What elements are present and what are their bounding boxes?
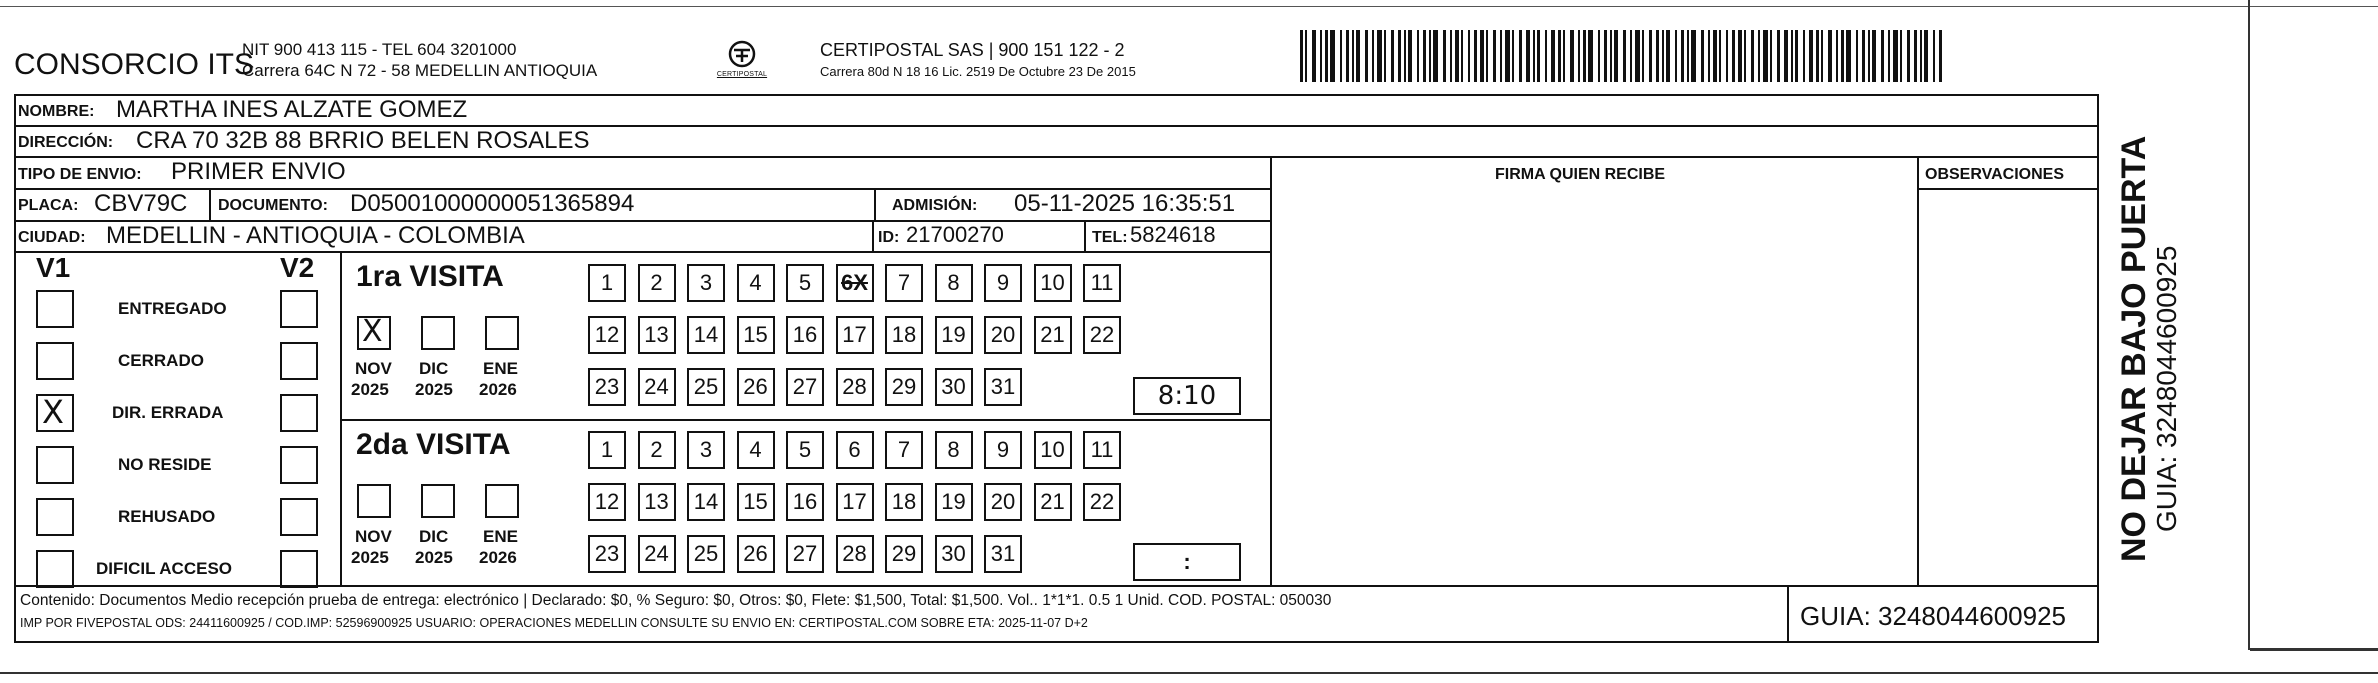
day-box[interactable]	[786, 483, 824, 521]
day-number: 24	[644, 374, 669, 399]
day-box[interactable]	[638, 431, 676, 469]
ciudad-label: CIUDAD:	[18, 229, 86, 246]
day-box[interactable]	[1083, 316, 1121, 354]
day-box[interactable]	[737, 264, 775, 302]
placa-value: CBV79C	[94, 190, 188, 217]
day-box[interactable]	[935, 264, 973, 302]
month-label: NOV	[355, 359, 392, 378]
day-box[interactable]	[885, 431, 923, 469]
visit-left-border	[340, 251, 342, 586]
day-number: 6X	[841, 270, 868, 295]
id-label: ID:	[878, 229, 900, 246]
month-checkbox[interactable]	[357, 316, 391, 350]
day-box[interactable]	[588, 368, 626, 406]
day-number: 15	[743, 322, 768, 347]
day-number: 25	[693, 541, 719, 566]
firma-left-border	[1270, 156, 1272, 586]
status-v1-checkbox[interactable]	[36, 446, 74, 484]
guia-box-divider	[1787, 585, 1789, 642]
day-number: 14	[693, 489, 719, 514]
day-box[interactable]	[836, 431, 874, 469]
day-box[interactable]	[1083, 431, 1121, 469]
day-number: 29	[891, 541, 917, 566]
firma-label: FIRMA QUIEN RECIBE	[1495, 166, 1666, 183]
day-number: 7	[897, 270, 911, 295]
status-v2-checkbox[interactable]	[280, 446, 318, 484]
month-label: DIC	[419, 527, 449, 546]
contenido-line: Contenido: Documentos Medio recepción prueba de entrega: electrónico | Declarado: $0, % Seguro: $0, Otros: $0, Flete: $1,500, Total: $1,500. Vol.. 1*1*1. 0.5 1 Unid. COD. POSTAL: 050030	[20, 592, 1332, 609]
day-box[interactable]	[935, 316, 973, 354]
day-box[interactable]	[935, 431, 973, 469]
day-number: 22	[1089, 322, 1115, 347]
month-checkbox[interactable]	[485, 484, 519, 518]
day-box[interactable]	[638, 264, 676, 302]
day-number: 1	[600, 437, 614, 462]
day-box[interactable]	[1034, 431, 1072, 469]
tel-divider	[1084, 220, 1086, 252]
scan-edge-top	[0, 6, 2378, 7]
day-number: 9	[996, 270, 1010, 295]
day-number: 30	[941, 374, 966, 399]
second-visit-title: 2da VISITA	[356, 428, 511, 461]
year-label: 2026	[479, 380, 517, 399]
row-line-3b	[1917, 188, 2099, 190]
status-v2-checkbox[interactable]	[280, 342, 318, 380]
tipo-envio-value: PRIMER ENVIO	[171, 158, 346, 185]
imp-line: IMP POR FIVEPOSTAL ODS: 24411600925 / COD.IMP: 52596900925 USUARIO: OPERACIONES MEDELLIN CONSULTE SU ENVIO EN: CERTIPOSTAL.COM SOBRE ETA: 2025-11-07 D+2	[20, 616, 1088, 630]
v1-label: V1	[36, 252, 71, 283]
day-box[interactable]	[638, 483, 676, 521]
day-box[interactable]	[935, 483, 973, 521]
day-number: 12	[594, 489, 620, 514]
day-number: 18	[891, 322, 917, 347]
guia-box-text: GUIA: 3248044600925	[1800, 601, 2066, 631]
day-box[interactable]	[588, 483, 626, 521]
visit-divider	[340, 419, 1270, 421]
day-number: 8	[947, 270, 960, 295]
day-box[interactable]	[786, 368, 824, 406]
day-box[interactable]	[1083, 264, 1121, 302]
day-number: 2	[650, 270, 663, 295]
documento-value: D05001000000051365894	[350, 190, 635, 217]
scan-edge-right-stub	[2250, 648, 2378, 651]
month-checkbox[interactable]	[421, 484, 455, 518]
day-box[interactable]	[984, 264, 1022, 302]
day-number: 25	[693, 374, 719, 399]
placa-divider	[209, 188, 211, 220]
day-number: 31	[990, 374, 1016, 399]
status-label: CERRADO	[118, 351, 204, 370]
day-box[interactable]	[737, 483, 775, 521]
month-label: ENE	[483, 527, 518, 546]
day-box[interactable]	[1034, 316, 1072, 354]
placa-label: PLACA:	[18, 197, 79, 214]
status-v1-checkbox[interactable]	[36, 290, 74, 328]
day-box[interactable]	[1034, 264, 1072, 302]
year-label: 2025	[351, 380, 389, 399]
day-number: 8	[947, 437, 960, 462]
day-box[interactable]	[1083, 483, 1121, 521]
nombre-label: NOMBRE:	[18, 103, 95, 120]
year-label: 2025	[351, 548, 389, 567]
day-box[interactable]	[737, 431, 775, 469]
day-number: 10	[1040, 270, 1065, 295]
day-box[interactable]	[885, 483, 923, 521]
day-number: 28	[842, 374, 867, 399]
month-label: NOV	[355, 527, 392, 546]
day-box[interactable]	[786, 264, 824, 302]
day-number: 14	[693, 322, 719, 347]
day-number: 22	[1089, 489, 1115, 514]
day-number: 19	[941, 322, 966, 347]
day-box[interactable]	[935, 368, 973, 406]
day-box[interactable]	[836, 535, 874, 573]
day-number: 10	[1040, 437, 1065, 462]
status-v2-checkbox[interactable]	[280, 498, 318, 536]
first-visit-time-value: 8:10	[1157, 381, 1217, 411]
day-box[interactable]	[984, 368, 1022, 406]
day-box[interactable]	[984, 535, 1022, 573]
day-box[interactable]	[885, 535, 923, 573]
form-right-border	[2097, 94, 2099, 643]
day-number: 20	[990, 322, 1016, 347]
check-mark: X	[362, 314, 383, 349]
day-number: 27	[792, 541, 818, 566]
status-label: NO RESIDE	[118, 455, 212, 474]
day-number: 27	[792, 374, 818, 399]
certipostal-logo-text: CERTIPOSTAL	[716, 71, 768, 78]
day-box[interactable]	[588, 431, 626, 469]
status-label: REHUSADO	[118, 507, 216, 526]
day-box[interactable]	[984, 316, 1022, 354]
day-box[interactable]	[687, 483, 725, 521]
day-number: 18	[891, 489, 917, 514]
direccion-label: DIRECCIÓN:	[18, 134, 114, 151]
day-number: 7	[897, 437, 911, 462]
day-number: 16	[792, 489, 818, 514]
side-guia: GUIA: 3248044600925	[2151, 245, 2182, 532]
day-number: 3	[699, 270, 713, 295]
scan-edge-right	[2248, 0, 2250, 650]
day-box[interactable]	[737, 316, 775, 354]
admision-label: ADMISIÓN:	[892, 197, 978, 214]
day-number: 21	[1040, 322, 1065, 347]
day-box[interactable]	[687, 431, 725, 469]
day-box[interactable]	[638, 368, 676, 406]
id-value: 21700270	[906, 222, 1004, 247]
year-label: 2025	[415, 548, 453, 567]
status-label: ENTREGADO	[118, 299, 227, 318]
day-number: 30	[941, 541, 966, 566]
month-label: ENE	[483, 359, 518, 378]
day-number: 9	[996, 437, 1010, 462]
day-number: 5	[798, 437, 812, 462]
status-v1-checkbox[interactable]	[36, 394, 74, 432]
day-number: 20	[990, 489, 1016, 514]
month-label: DIC	[419, 359, 449, 378]
v2-label: V2	[280, 252, 315, 283]
day-box[interactable]	[836, 264, 874, 302]
day-number: 23	[594, 541, 620, 566]
day-box[interactable]	[836, 316, 874, 354]
day-box[interactable]	[836, 483, 874, 521]
barcode	[1300, 30, 1945, 82]
status-v2-checkbox[interactable]	[280, 290, 318, 328]
id-divider	[872, 220, 874, 252]
day-number: 29	[891, 374, 917, 399]
tel-value: 5824618	[1130, 222, 1216, 247]
day-number: 16	[792, 322, 818, 347]
day-number: 13	[644, 489, 669, 514]
day-number: 2	[650, 437, 663, 462]
day-number: 19	[941, 489, 966, 514]
day-number: 4	[749, 270, 762, 295]
day-number: 15	[743, 489, 768, 514]
day-box[interactable]	[984, 483, 1022, 521]
company-address: Carrera 64C N 72 - 58 MEDELLIN ANTIOQUIA	[242, 61, 598, 80]
day-number: 26	[743, 374, 768, 399]
admision-divider	[874, 188, 876, 220]
tipo-envio-label: TIPO DE ENVIO:	[18, 166, 142, 183]
day-box[interactable]	[588, 535, 626, 573]
first-visit-title: 1ra VISITA	[356, 260, 504, 293]
status-v1-checkbox[interactable]	[36, 498, 74, 536]
day-box[interactable]	[935, 535, 973, 573]
documento-label: DOCUMENTO:	[218, 197, 328, 214]
no-dejar-bajo-puerta: NO DEJAR BAJO PUERTA	[2115, 135, 2153, 562]
scan-edge-bottom	[0, 672, 2378, 674]
day-box[interactable]	[638, 535, 676, 573]
certipostal-logo	[712, 38, 772, 88]
month-checkbox[interactable]	[357, 484, 391, 518]
status-label: DIFICIL ACCESO	[96, 559, 233, 578]
day-box[interactable]	[638, 316, 676, 354]
certipostal-address: Carrera 80d N 18 16 Lic. 2519 De Octubre 23 De 2015	[820, 64, 1136, 79]
row-line-5	[14, 251, 1271, 253]
day-number: 31	[990, 541, 1016, 566]
day-box[interactable]	[588, 264, 626, 302]
check-mark: X	[42, 393, 64, 431]
day-box[interactable]	[984, 431, 1022, 469]
direccion-value: CRA 70 32B 88 BRRIO BELEN ROSALES	[136, 127, 590, 154]
form-left-border	[14, 94, 16, 643]
status-v2-checkbox[interactable]	[280, 394, 318, 432]
day-number: 5	[798, 270, 812, 295]
day-number: 28	[842, 541, 867, 566]
day-number: 17	[842, 489, 867, 514]
day-number: 13	[644, 322, 669, 347]
first-visit-time-box[interactable]	[1133, 377, 1241, 415]
day-box[interactable]	[786, 535, 824, 573]
day-box[interactable]	[885, 316, 923, 354]
observaciones-label: OBSERVACIONES	[1925, 166, 2064, 183]
day-box[interactable]	[737, 535, 775, 573]
day-number: 24	[644, 541, 669, 566]
second-visit-time-value: :	[1183, 549, 1191, 574]
status-v1-checkbox[interactable]	[36, 342, 74, 380]
day-number: 1	[600, 270, 614, 295]
second-visit-time-box[interactable]	[1133, 543, 1241, 581]
tel-label: TEL:	[1092, 229, 1128, 246]
day-box[interactable]	[687, 316, 725, 354]
day-number: 23	[594, 374, 620, 399]
day-number: 4	[749, 437, 762, 462]
year-label: 2025	[415, 380, 453, 399]
month-checkbox[interactable]	[421, 316, 455, 350]
nit-line: NIT 900 413 115 - TEL 604 3201000	[242, 40, 517, 59]
day-number: 21	[1040, 489, 1065, 514]
day-box[interactable]	[687, 368, 725, 406]
day-box[interactable]	[786, 316, 824, 354]
day-number: 3	[699, 437, 713, 462]
day-number: 6	[848, 437, 861, 462]
day-number: 12	[594, 322, 620, 347]
certipostal-line: CERTIPOSTAL SAS | 900 151 122 - 2	[820, 40, 1125, 60]
day-box[interactable]	[1034, 483, 1072, 521]
status-v1-checkbox[interactable]	[36, 550, 74, 588]
day-box[interactable]	[737, 368, 775, 406]
admision-value: 05-11-2025 16:35:51	[1014, 190, 1236, 217]
day-box[interactable]	[588, 316, 626, 354]
day-box[interactable]	[786, 431, 824, 469]
day-box[interactable]	[836, 368, 874, 406]
day-box[interactable]	[687, 264, 725, 302]
day-number: 26	[743, 541, 768, 566]
day-number: 11	[1090, 437, 1114, 462]
ciudad-value: MEDELLIN - ANTIOQUIA - COLOMBIA	[106, 222, 525, 249]
day-box[interactable]	[885, 264, 923, 302]
day-number: 11	[1090, 270, 1114, 295]
month-checkbox[interactable]	[485, 316, 519, 350]
status-label: DIR. ERRADA	[112, 403, 224, 422]
year-label: 2026	[479, 548, 517, 567]
day-box[interactable]	[885, 368, 923, 406]
day-number: 17	[842, 322, 867, 347]
obs-left-border	[1917, 156, 1919, 586]
day-box[interactable]	[687, 535, 725, 573]
company-name: CONSORCIO ITS	[14, 48, 255, 81]
nombre-value: MARTHA INES ALZATE GOMEZ	[116, 96, 468, 123]
status-v2-checkbox[interactable]	[280, 550, 318, 588]
